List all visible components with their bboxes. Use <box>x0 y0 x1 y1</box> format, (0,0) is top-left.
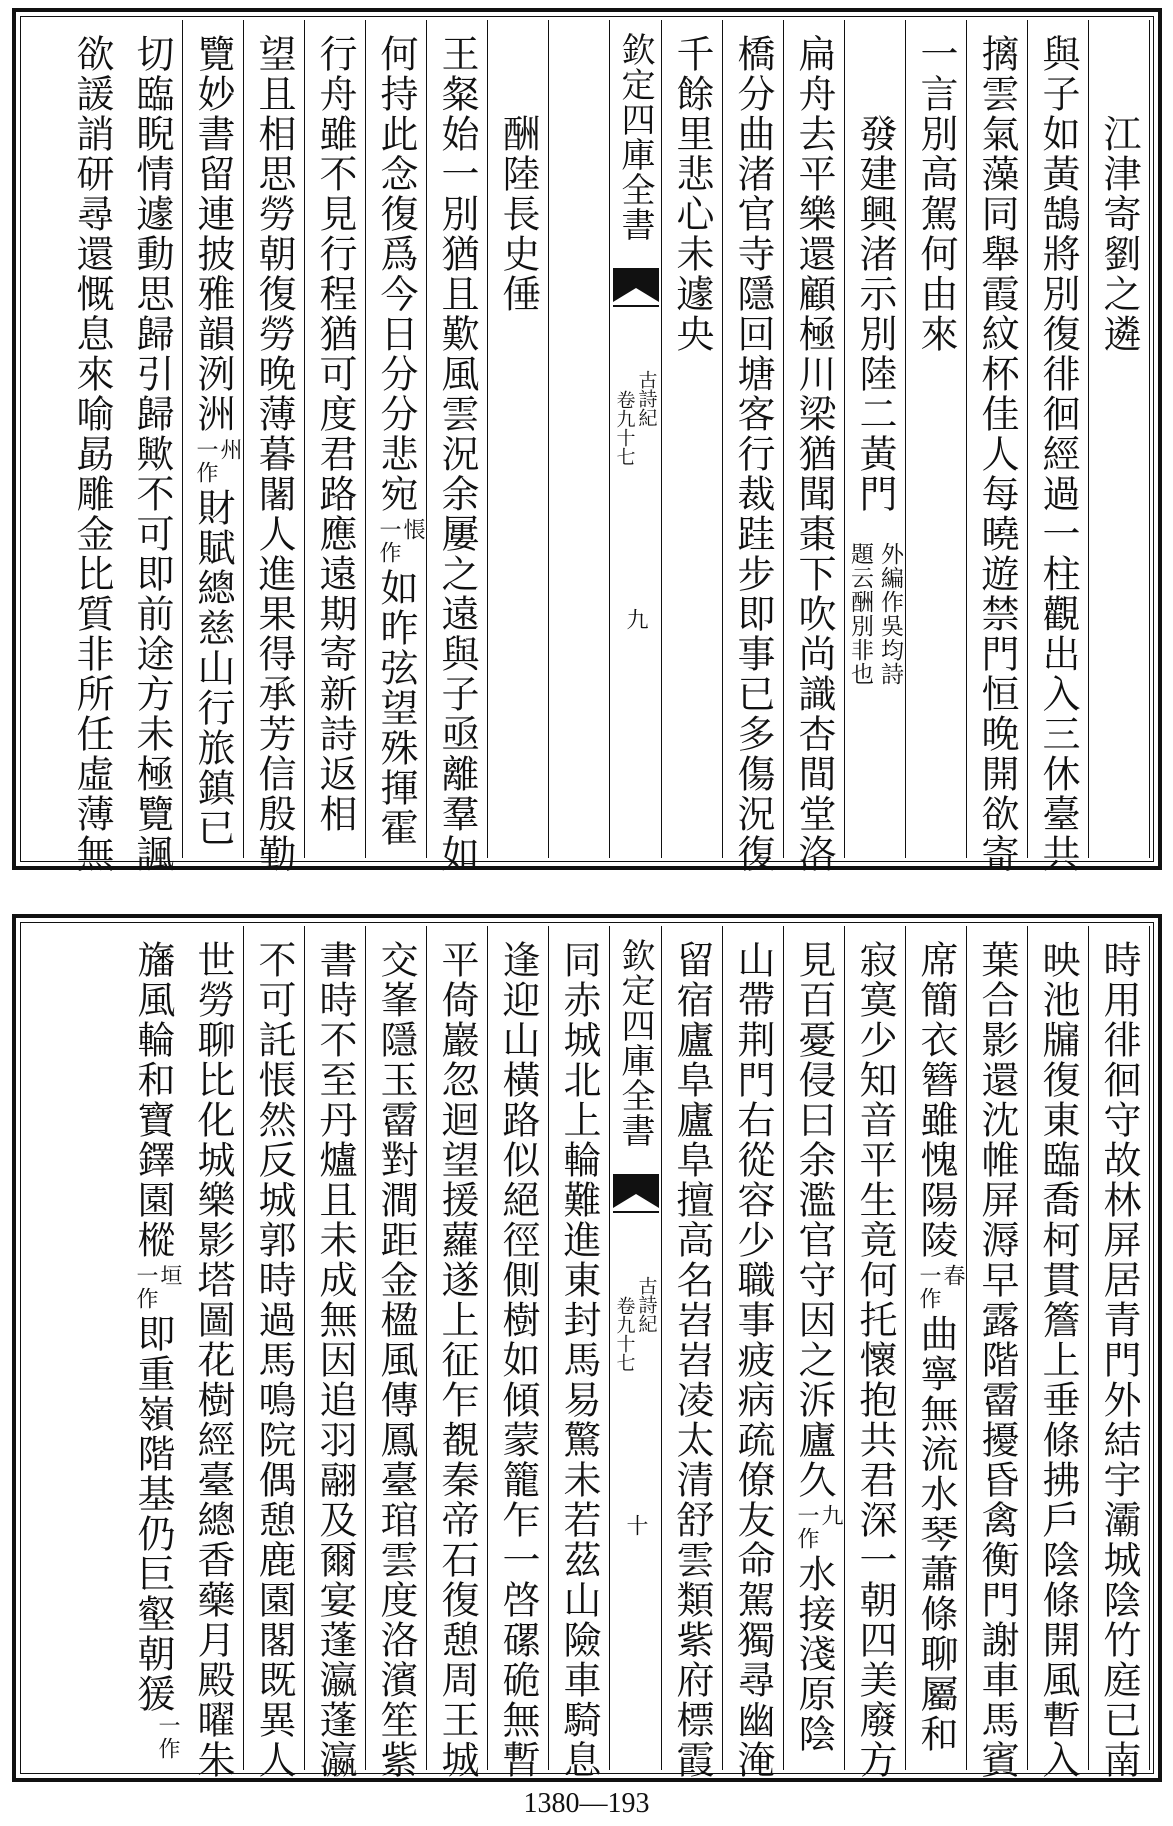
text-column <box>549 926 610 1780</box>
main-text: 江津寄劉之遴 <box>1097 114 1141 354</box>
text-column <box>244 926 305 1780</box>
main-text-continued: 水接淺原陰 <box>792 1554 836 1754</box>
main-text: 映池牖復東臨喬柯貫簷上垂條拂戶陰條開風暫入 <box>1036 940 1080 1780</box>
leaf-number: 十 <box>623 1514 648 1536</box>
main-text: 見百憂侵曰余濫官守因之泝廬久 <box>792 940 836 1500</box>
text-column <box>967 926 1028 1780</box>
column-text <box>488 114 548 314</box>
column-text <box>1089 114 1149 354</box>
text-column <box>305 926 366 1780</box>
column-text <box>845 114 905 514</box>
text-column <box>1089 20 1150 858</box>
column-text <box>1028 940 1088 1780</box>
text-column <box>244 20 305 874</box>
note-line: 一作 <box>133 1264 158 1310</box>
text-column <box>488 20 549 858</box>
main-text: 欲諼誚研尋還慨息來喻勗雕金比質非所任虛薄無 <box>70 34 114 874</box>
interlinear-note <box>796 1504 844 1550</box>
column-text <box>305 940 365 1780</box>
note-line: 一 <box>155 1714 180 1737</box>
column-text <box>967 940 1027 1780</box>
main-text: 發建興渚示別陸二黃門 <box>853 114 897 514</box>
main-text: 不可託悵然反城郭時過馬鳴院偶憩鹿園閣既異人 <box>252 940 296 1780</box>
column-text <box>366 940 426 1780</box>
column-text <box>305 34 365 834</box>
text-column <box>1028 20 1089 874</box>
page-number-footer: 1380—193 <box>523 1788 650 1819</box>
column-text <box>183 940 243 1780</box>
bottom-columns <box>24 926 1150 1780</box>
main-text: 逢迎山橫路似絕徑側樹如傾蒙籠乍一啓磥硊無暫 <box>496 940 540 1780</box>
column-text <box>662 940 722 1780</box>
interlinear-note <box>378 518 426 564</box>
note-line: 悵 <box>400 518 425 541</box>
book-title: 欽定四庫全書 <box>615 32 655 242</box>
main-text: 葉合影還沈帷屏溽早露階霤擾昏禽衡門謝車馬賓 <box>975 940 1019 1780</box>
main-text: 留宿廬阜廬阜擅高名岧岧凌太清舒雲類紫府標霞 <box>670 940 714 1780</box>
main-text: 同赤城北上輪難進東封馬易驚未若茲山險車騎息 <box>557 940 601 1780</box>
column-text <box>1028 34 1088 874</box>
leaf-number: 九 <box>623 608 648 630</box>
main-text: 行舟雖不見行程猶可度君路應遠期寄新詩返相 <box>313 34 357 834</box>
juan-label <box>610 1276 661 1372</box>
text-column <box>183 926 244 1780</box>
title-note <box>845 542 905 686</box>
column-text <box>183 34 243 848</box>
main-text: 橋分曲渚官寺隱回塘客行裁跬步即事已多傷況復 <box>731 34 775 874</box>
main-text-continued: 財賦總慈山行旅鎮已 <box>191 488 235 848</box>
main-text: 平倚巖忽迴望援蘿遂上征乍覩秦帝石復憩周王城 <box>435 940 479 1780</box>
column-text <box>122 940 183 1760</box>
column-text <box>662 34 722 354</box>
note-line: 州 <box>217 438 242 461</box>
column-text <box>488 940 548 1780</box>
column-text <box>122 34 182 874</box>
main-text: 酬陸長史倕 <box>496 114 540 314</box>
volume-number: 卷九十七 <box>613 390 636 466</box>
interlinear-note <box>195 438 243 484</box>
note-line: 九 <box>818 1504 843 1527</box>
interlinear-note <box>918 1264 966 1310</box>
column-text <box>1089 940 1149 1780</box>
note-line: 春 <box>940 1264 965 1287</box>
text-column <box>784 926 845 1770</box>
text-column <box>662 20 723 858</box>
text-column <box>61 20 122 874</box>
main-text: 王粲始一別猶且歎風雲況余屢之遠與子亟離羣如 <box>435 34 479 874</box>
column-text <box>549 940 609 1780</box>
fold-center-column <box>610 926 662 1770</box>
column-text <box>784 940 844 1754</box>
main-text: 望且相思勞朝復勞晚薄暮闍人進果得承芳信殷勤 <box>252 34 296 874</box>
text-column <box>183 20 244 858</box>
main-text: 一言別高駕何由來 <box>914 34 958 354</box>
bottom-folio <box>12 914 1162 1782</box>
column-text <box>244 34 304 874</box>
text-column <box>906 20 967 858</box>
text-column <box>967 20 1028 874</box>
column-text <box>967 34 1027 874</box>
text-column <box>427 20 488 874</box>
note-line: 作 <box>155 1737 180 1760</box>
main-text: 時用徘徊守故林屏居青門外結宇灞城陰竹庭已南 <box>1097 940 1141 1780</box>
text-column <box>906 926 967 1770</box>
text-column <box>488 926 549 1780</box>
book-title: 欽定四庫全書 <box>615 938 655 1148</box>
main-text: 摛雲氣藻同舉霞紋杯佳人每曉遊禁門恒晚開欲寄 <box>975 34 1019 874</box>
main-text: 千餘里悲心未遽央 <box>670 34 714 354</box>
fish-tail-mark-icon <box>613 268 659 308</box>
fold-center-column <box>610 20 662 858</box>
main-text: 山帶荆門右從容少職事疲病疏僚友命駕獨尋幽淹 <box>731 940 775 1780</box>
text-column <box>366 926 427 1780</box>
note-line: 一作 <box>193 438 218 484</box>
fish-tail-mark-icon <box>613 1174 659 1214</box>
column-text <box>723 34 783 874</box>
column-text <box>61 34 122 874</box>
interlinear-note-tail <box>153 1714 183 1760</box>
text-column <box>427 926 488 1780</box>
text-column <box>1089 926 1150 1780</box>
column-text <box>244 940 304 1780</box>
note-line: 垣 <box>157 1264 182 1287</box>
juan-label <box>610 370 661 466</box>
column-text <box>366 34 426 848</box>
text-column <box>1028 926 1089 1780</box>
text-column <box>122 20 183 874</box>
text-column <box>723 926 784 1780</box>
interlinear-note <box>135 1264 183 1310</box>
main-text: 扁舟去平樂還顧極川梁猶聞棗下吹尚識杏間堂洛 <box>792 34 836 874</box>
main-text-continued: 曲寧無流水琴蕭條聊屬和 <box>914 1314 958 1754</box>
volume-number: 卷九十七 <box>613 1296 636 1372</box>
text-column <box>549 20 610 858</box>
text-column <box>784 20 845 874</box>
main-text: 書時不至丹爐且未成無因追羽翮及爾宴蓬瀛蓬瀛 <box>313 940 357 1780</box>
top-folio <box>12 8 1162 874</box>
main-text: 旛風輪和寶鐸園樅 <box>131 940 175 1260</box>
column-text <box>427 940 487 1780</box>
collection-name: 古詩紀 <box>635 1276 658 1333</box>
main-text: 何持此念復爲今日分分悲宛 <box>374 34 418 514</box>
text-column <box>845 926 906 1780</box>
column-text <box>427 34 487 874</box>
main-text: 交峯隱玉霤對澗距金楹風傳鳳臺琯雲度洛濱笙紫 <box>374 940 418 1780</box>
text-column <box>122 926 183 1770</box>
column-text <box>784 34 844 874</box>
main-text: 與子如黃鵠將別復徘徊經過一柱觀出入三休臺共 <box>1036 34 1080 874</box>
main-text: 世勞聊比化城樂影塔圖花樹經臺總香藥月殿曜朱 <box>191 940 235 1780</box>
main-text: 覽妙書留連披雅韻洌洲 <box>191 34 235 434</box>
collection-name: 古詩紀 <box>635 370 658 427</box>
text-column <box>845 20 906 858</box>
top-columns <box>24 20 1150 874</box>
note-line: 一作 <box>916 1264 941 1310</box>
note-line: 一作 <box>794 1504 819 1550</box>
main-text-continued: 如昨弦望殊揮霍 <box>374 568 418 848</box>
text-column <box>305 20 366 858</box>
text-column <box>723 20 784 874</box>
note-line: 一作 <box>376 518 401 564</box>
main-text: 席簡衣簪雖愧陽陵 <box>914 940 958 1260</box>
note-line: 題云酬別非也 <box>847 542 873 686</box>
column-text <box>845 940 905 1780</box>
main-text: 切臨睨情遽動思歸引歸歟不可即前途方未極覽諷 <box>130 34 174 874</box>
note-line: 外編作吳均詩 <box>877 542 903 686</box>
column-text <box>906 940 966 1754</box>
text-column <box>366 20 427 858</box>
main-text: 寂寞少知音平生竟何托懷抱共君深一朝四美廢方 <box>853 940 897 1780</box>
text-column <box>662 926 723 1780</box>
main-text-continued: 即重嶺階基仍巨壑朝猨 <box>131 1314 175 1714</box>
column-text <box>723 940 783 1780</box>
column-text <box>906 34 966 354</box>
